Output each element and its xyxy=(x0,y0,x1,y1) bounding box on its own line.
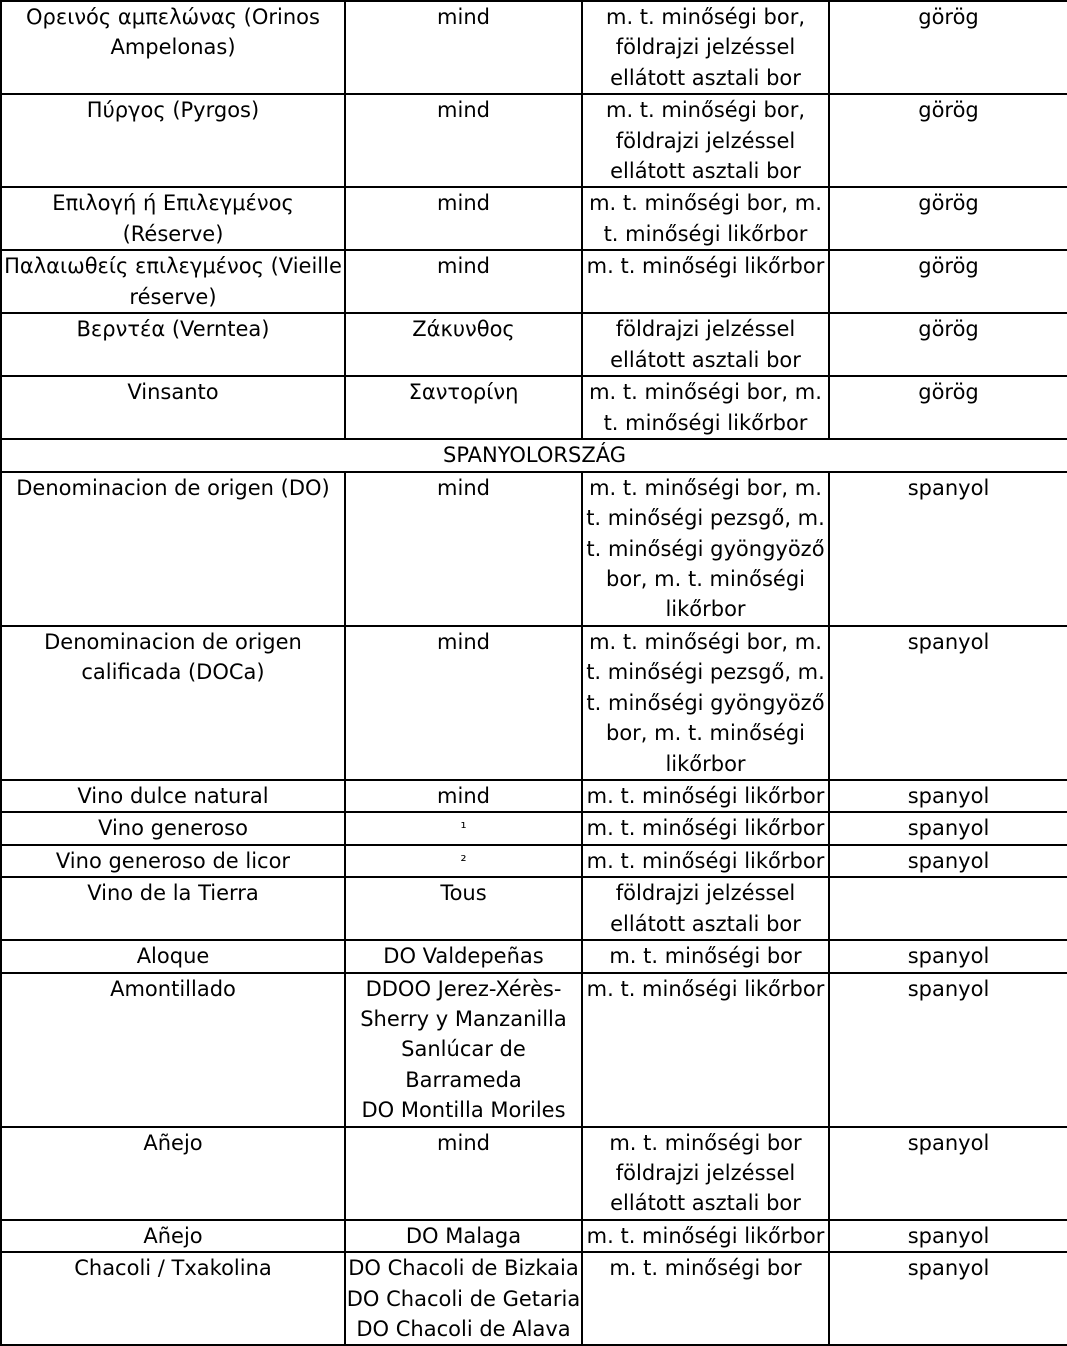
table-row xyxy=(1,973,1067,1127)
table-row xyxy=(1,94,1067,187)
language-cell: görög xyxy=(829,1,1067,94)
region-cell: mind xyxy=(345,626,582,780)
table-row xyxy=(1,376,1067,439)
region-cell: DDOO Jerez-Xérès-Sherry y Manzanilla Sanlúcar de Barrameda DO Montilla Moriles xyxy=(345,973,582,1127)
category-cell: m. t. minőségi likőrbor xyxy=(582,1220,829,1252)
language-cell: spanyol xyxy=(829,472,1067,626)
term-cell: Vino generoso xyxy=(1,812,345,844)
term-cell: Vinsanto xyxy=(1,376,345,439)
category-cell: m. t. minőségi bor xyxy=(582,940,829,972)
language-cell: spanyol xyxy=(829,1127,1067,1220)
category-cell: m. t. minőségi bor földrajzi jelzéssel ellátott asztali bor xyxy=(582,1127,829,1220)
term-cell: Βερντέα (Verntea) xyxy=(1,313,345,376)
table-row xyxy=(1,472,1067,626)
region-footnote-mark: ¹ xyxy=(345,812,582,844)
region-cell: mind xyxy=(345,94,582,187)
category-cell: földrajzi jelzéssel ellátott asztali bor xyxy=(582,313,829,376)
term-cell: Παλαιωθείς επιλεγμένος (Vieille réserve) xyxy=(1,250,345,313)
region-cell: mind xyxy=(345,472,582,626)
language-cell: spanyol xyxy=(829,626,1067,780)
category-cell: m. t. minőségi likőrbor xyxy=(582,845,829,877)
region-cell: Ζάκυνθος xyxy=(345,313,582,376)
category-cell: m. t. minőségi likőrbor xyxy=(582,780,829,812)
category-cell: m. t. minőségi bor xyxy=(582,1252,829,1345)
category-cell: m. t. minőségi bor, m. t. minőségi pezsgő, m. t. minőségi gyöngyöző bor, m. t. minőségi likőrbor xyxy=(582,472,829,626)
table-body xyxy=(1,1,1067,1345)
table-row xyxy=(1,780,1067,812)
table-row xyxy=(1,940,1067,972)
table-row xyxy=(1,877,1067,940)
region-cell: DO Malaga xyxy=(345,1220,582,1252)
table-row xyxy=(1,626,1067,780)
term-cell: Amontillado xyxy=(1,973,345,1127)
table-row xyxy=(1,1220,1067,1252)
table-row xyxy=(1,845,1067,877)
table-row xyxy=(1,250,1067,313)
region-cell: DO Chacoli de Bizkaia DO Chacoli de Getaria DO Chacoli de Alava xyxy=(345,1252,582,1345)
language-cell: spanyol xyxy=(829,940,1067,972)
term-cell: Vino de la Tierra xyxy=(1,877,345,940)
term-cell: Denominacion de origen (DO) xyxy=(1,472,345,626)
language-cell xyxy=(829,877,1067,940)
language-cell: görög xyxy=(829,250,1067,313)
term-cell: Añejo xyxy=(1,1220,345,1252)
language-cell: spanyol xyxy=(829,973,1067,1127)
region-footnote-mark: ² xyxy=(345,845,582,877)
table-row xyxy=(1,812,1067,844)
section-heading: SPANYOLORSZÁG xyxy=(1,439,1067,471)
term-cell: Ορεινός αμπελώνας (Orinos Ampelonas) xyxy=(1,1,345,94)
language-cell: spanyol xyxy=(829,1252,1067,1345)
region-cell: mind xyxy=(345,187,582,250)
category-cell: m. t. minőségi likőrbor xyxy=(582,812,829,844)
table-row xyxy=(1,187,1067,250)
language-cell: spanyol xyxy=(829,845,1067,877)
category-cell: m. t. minőségi bor, m. t. minőségi likőrbor xyxy=(582,187,829,250)
term-cell: Επιλογή ή Επιλεγμένος (Réserve) xyxy=(1,187,345,250)
region-cell: mind xyxy=(345,250,582,313)
language-cell: görög xyxy=(829,376,1067,439)
term-cell: Πύργος (Pyrgos) xyxy=(1,94,345,187)
language-cell: spanyol xyxy=(829,780,1067,812)
region-cell: mind xyxy=(345,1127,582,1220)
term-cell: Añejo xyxy=(1,1127,345,1220)
category-cell: m. t. minőségi bor, m. t. minőségi likőrbor xyxy=(582,376,829,439)
language-cell: görög xyxy=(829,94,1067,187)
term-cell: Denominacion de origen calificada (DOCa) xyxy=(1,626,345,780)
region-cell: mind xyxy=(345,780,582,812)
language-cell: görög xyxy=(829,313,1067,376)
language-cell: spanyol xyxy=(829,812,1067,844)
category-cell: m. t. minőségi bor, földrajzi jelzéssel ellátott asztali bor xyxy=(582,1,829,94)
table-row xyxy=(1,1,1067,94)
table-row xyxy=(1,1252,1067,1345)
term-cell: Aloque xyxy=(1,940,345,972)
category-cell: m. t. minőségi bor, földrajzi jelzéssel ellátott asztali bor xyxy=(582,94,829,187)
region-cell: DO Valdepeñas xyxy=(345,940,582,972)
region-cell: Tous xyxy=(345,877,582,940)
category-cell: m. t. minőségi likőrbor xyxy=(582,973,829,1127)
language-cell: spanyol xyxy=(829,1220,1067,1252)
section-row xyxy=(1,439,1067,471)
category-cell: m. t. minőségi likőrbor xyxy=(582,250,829,313)
category-cell: földrajzi jelzéssel ellátott asztali bor xyxy=(582,877,829,940)
term-cell: Vino dulce natural xyxy=(1,780,345,812)
category-cell: m. t. minőségi bor, m. t. minőségi pezsgő, m. t. minőségi gyöngyöző bor, m. t. minőségi likőrbor xyxy=(582,626,829,780)
region-cell: mind xyxy=(345,1,582,94)
term-cell: Chacoli / Txakolina xyxy=(1,1252,345,1345)
table-row xyxy=(1,313,1067,376)
region-cell: Σαντορίνη xyxy=(345,376,582,439)
term-cell: Vino generoso de licor xyxy=(1,845,345,877)
language-cell: görög xyxy=(829,187,1067,250)
table-row xyxy=(1,1127,1067,1220)
